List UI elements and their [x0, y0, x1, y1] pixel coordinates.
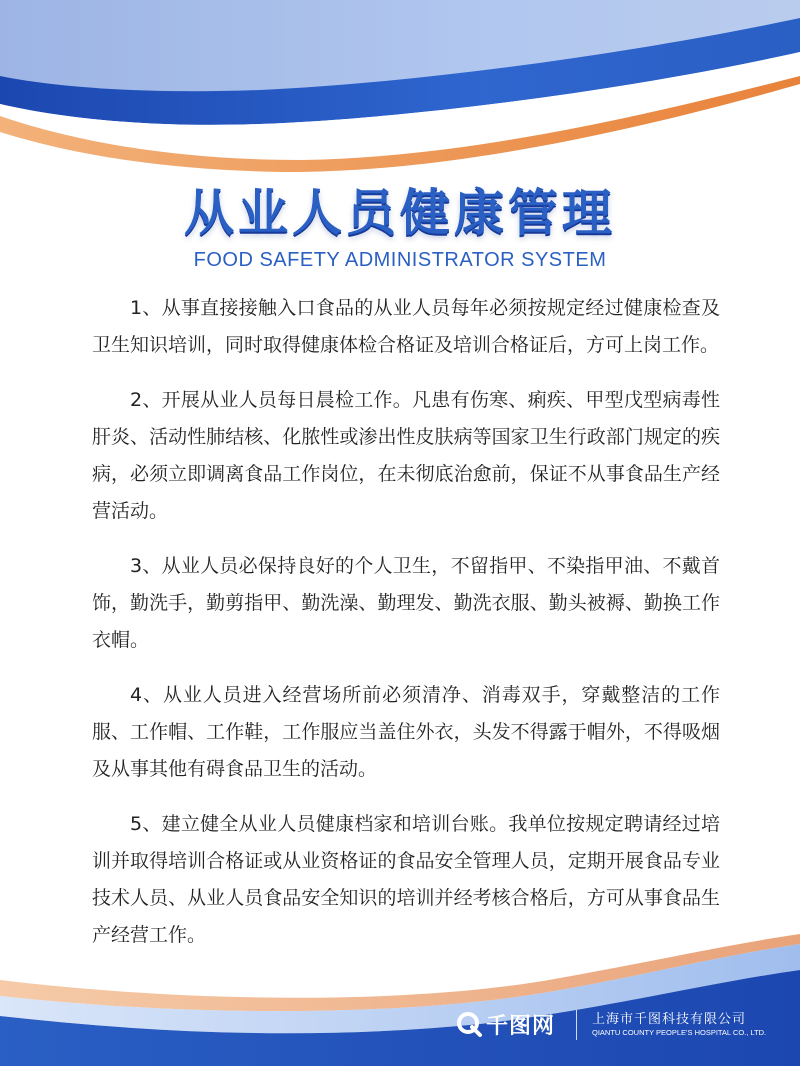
paragraph-1: 1、从事直接接触入口食品的从业人员每年必须按规定经过健康检查及卫生知识培训，同时取得健康体检合格证及培训合格证后，方可上岗工作。 [92, 297, 720, 356]
page-subtitle: FOOD SAFETY ADMINISTRATOR SYSTEM [193, 249, 607, 271]
paragraph-4: 4、从业人员进入经营场所前必须清净、消毒双手，穿戴整洁的工作服、工作帽、工作鞋，工作服应当盖住外衣，头发不得露于帽外，不得吸烟及从事其他有碍食品卫生的活动。 [92, 684, 720, 780]
page-title: 从业人员健康管理 [184, 184, 616, 242]
footer-divider [576, 1010, 577, 1040]
bottom-wave-decoration [0, 900, 800, 1066]
content-body [92, 290, 720, 972]
footer-logo [456, 1006, 555, 1042]
paragraph-3: 3、从业人员必保持良好的个人卫生，不留指甲、不染指甲油、不戴首饰，勤洗手，勤剪指甲、勤洗澡、勤理发、勤洗衣服、勤头被褥、勤换工作衣帽。 [92, 555, 720, 651]
company-name-cn: 上海市千图科技有限公司 [592, 1012, 747, 1027]
paragraph-5: 5、建立健全从业人员健康档家和培训台账。我单位按规定聘请经过培训并取得培训合格证或从业资格证的食品安全管理人员，定期开展食品专业技术人员、从业人员食品安全知识的培训并经考核合格后，方可从事食品生产经营工作。 [92, 813, 720, 946]
logo-text: 千图网 [486, 1013, 556, 1039]
company-name-en: QIANTU COUNTY PEOPLE'S HOSPITAL CO., LTD. [592, 1028, 767, 1037]
paragraph-2: 2、开展从业人员每日晨检工作。凡患有伤寒、痢疾、甲型戊型病毒性肝炎、活动性肺结核、化脓性或渗出性皮肤病等国家卫生行政部门规定的疾病，必须立即调离食品工作岗位，在未彻底治愈前，保证不从事食品生产经营活动。 [92, 389, 720, 522]
top-wave-decoration [0, 0, 800, 190]
logo-q-icon [456, 1011, 482, 1037]
